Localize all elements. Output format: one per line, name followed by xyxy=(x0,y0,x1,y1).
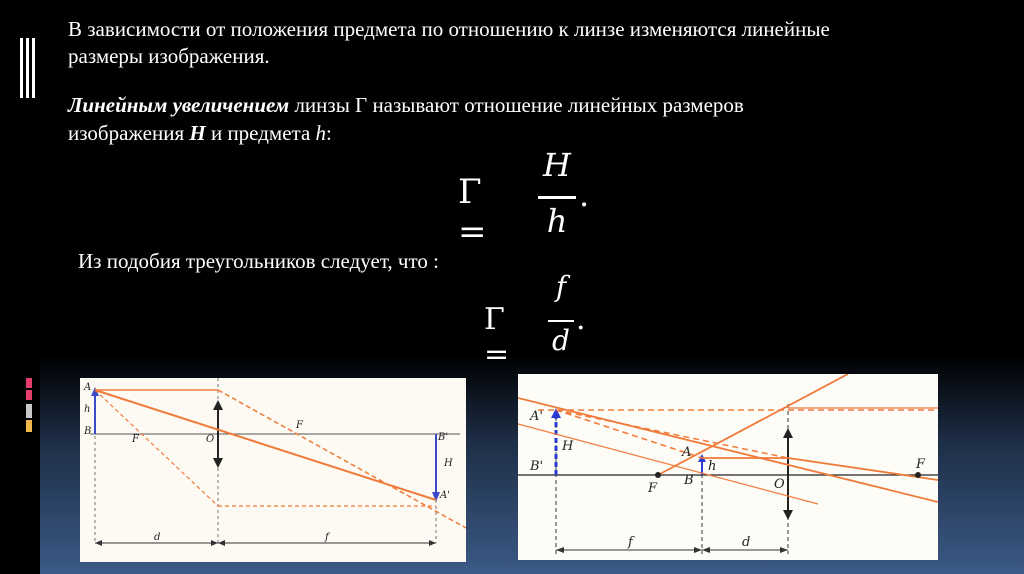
symbol-H: H xyxy=(189,121,206,145)
intro-line-2: размеры изображения. xyxy=(68,44,270,68)
label-d: d xyxy=(742,535,751,550)
formula1-fraction-bar xyxy=(538,196,576,199)
definition-line-2 xyxy=(68,120,332,146)
lens-diagram-left xyxy=(80,378,466,562)
colon: : xyxy=(326,121,332,145)
formula2-lhs: Γ = xyxy=(484,302,510,372)
formula2-dot: . xyxy=(576,302,586,337)
formula2-fraction-bar xyxy=(548,320,574,322)
label-B-prime: B' xyxy=(438,432,449,443)
slide xyxy=(40,0,1024,574)
figure-left-background xyxy=(80,378,466,562)
formula2-numerator: f xyxy=(555,270,567,303)
label-f: f xyxy=(628,535,633,550)
formula1-numerator: H xyxy=(543,146,571,184)
definition-text: линзы Г называют отношение линейных размеров xyxy=(289,93,744,117)
figure-right-background xyxy=(518,374,938,560)
label-B: B xyxy=(684,473,694,488)
label-O: O xyxy=(206,434,215,445)
label-f: f xyxy=(325,532,329,543)
formula2-denominator: d xyxy=(552,324,570,357)
symbol-h: h xyxy=(315,121,327,145)
intro-line-1: В зависимости от положения предмета по отношению к линзе изменяются линейные xyxy=(68,17,830,41)
label-A: A xyxy=(84,382,92,393)
focus-point-left xyxy=(655,472,661,478)
label-h: h xyxy=(708,459,717,474)
label-H: H xyxy=(444,458,453,469)
label-B: B xyxy=(84,426,92,437)
label-F2: F xyxy=(296,420,303,431)
label-O: O xyxy=(774,477,785,492)
label-A: A xyxy=(682,445,692,460)
definition-line-1 xyxy=(68,92,744,118)
label-h: h xyxy=(84,404,91,415)
formula1-denominator: h xyxy=(546,202,568,240)
label-d: d xyxy=(154,532,161,543)
similarity-text: Из подобия треугольников следует, что : xyxy=(78,249,439,273)
label-H: H xyxy=(562,439,574,454)
label-B-prime: B' xyxy=(530,459,544,474)
label-F-left: F xyxy=(648,481,658,496)
definition-term: Линейным увеличением xyxy=(68,93,290,117)
label-A-prime: A' xyxy=(440,490,450,501)
formula1-lhs: Γ = xyxy=(458,172,487,252)
label-F1: F xyxy=(132,434,139,445)
label-F-right: F xyxy=(916,457,926,472)
lens-diagram-right xyxy=(518,374,938,560)
definition-text-2: изображения xyxy=(68,121,190,145)
formula1-dot: . xyxy=(579,176,590,214)
definition-text-3: и предмета xyxy=(205,121,316,145)
focus-point-right xyxy=(915,472,921,478)
label-A-prime: A' xyxy=(530,409,543,424)
